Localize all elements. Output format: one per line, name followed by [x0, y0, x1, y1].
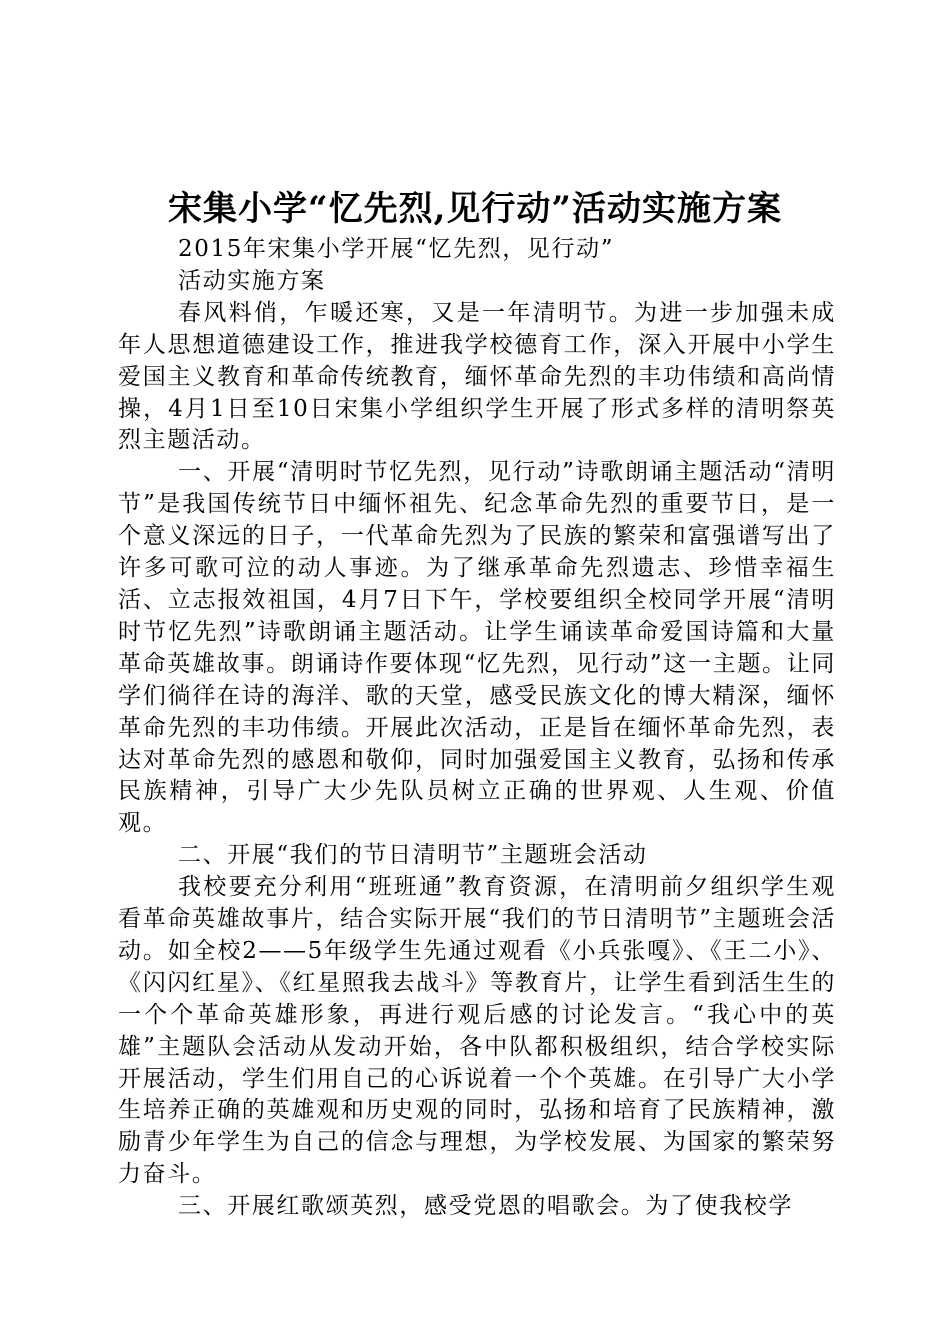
section-3-paragraph: 三、开展红歌颂英烈，感受党恩的唱歌会。为了使我校学 — [178, 1193, 793, 1220]
document-title: 宋集小学“忆先烈,见行动”活动实施方案 — [168, 189, 782, 229]
section-2-paragraph: 我校要充分利用“班班通”教育资源，在清明前夕组织学生观看革命英雄故事片，结合实际开展“我们的节日清明节”主题班会活动。如全校2——5年级学生先通过观看《小兵张嘎》、《王二小》、《闪闪红星》、《红星照我去战斗》等教育片，让学生看到活生生的一个个革命英雄形象，再进行观后感的讨论发言。“我心中的英雄”主题队会活动从发动开始，各中队都积极组织，结合学校实际开展活动，学生们用自己的心诉说着一个个英雄。在引导广大小学生培养正确的英雄观和历史观的同时，弘扬和培育了民族精神，激励青少年学生为自己的信念与理想，为学校发展、为国家的繁荣努力奋斗。 — [118, 874, 836, 1188]
section-2-heading: 二、开展“我们的节日清明节”主题班会活动 — [178, 842, 648, 869]
intro-paragraph: 春风料俏，乍暖还寒，又是一年清明节。为进一步加强未成年人思想道德建设工作，推进我学校德育工作，深入开展中小学生爱国主义教育和革命传统教育，缅怀革命先烈的丰功伟绩和高尚情操，4月1日至10日宋集小学组织学生开展了形式多样的清明祭英烈主题活动。 — [118, 299, 836, 454]
subtitle-line-1: 2015年宋集小学开展“忆先烈，见行动” — [178, 236, 615, 262]
document-body — [118, 234, 836, 1223]
section-1-paragraph: 一、开展“清明时节忆先烈，见行动”诗歌朗诵主题活动“清明节”是我国传统节日中缅怀祖先、纪念革命先烈的重要节日，是一个意义深远的日子，一代革命先烈为了民族的繁荣和富强谱写出了许多可歌可泣的动人事迹。为了继承革命先烈遗志、珍惜幸福生活、立志报效祖国，4月7日下午，学校要组织全校同学开展“清明时节忆先烈”诗歌朗诵主题活动。让学生诵读革命爱国诗篇和大量革命英雄故事。朗诵诗作要体现“忆先烈，见行动”这一主题。让同学们徜徉在诗的海洋、歌的天堂，感受民族文化的博大精深，缅怀革命先烈的丰功伟绩。开展此次活动，正是旨在缅怀革命先烈，表达对革命先烈的感恩和敬仰，同时加强爱国主义教育，弘扬和传承民族精神，引导广大少先队员树立正确的世界观、人生观、价值观。 — [118, 459, 836, 837]
subtitle-line-2: 活动实施方案 — [178, 267, 326, 294]
